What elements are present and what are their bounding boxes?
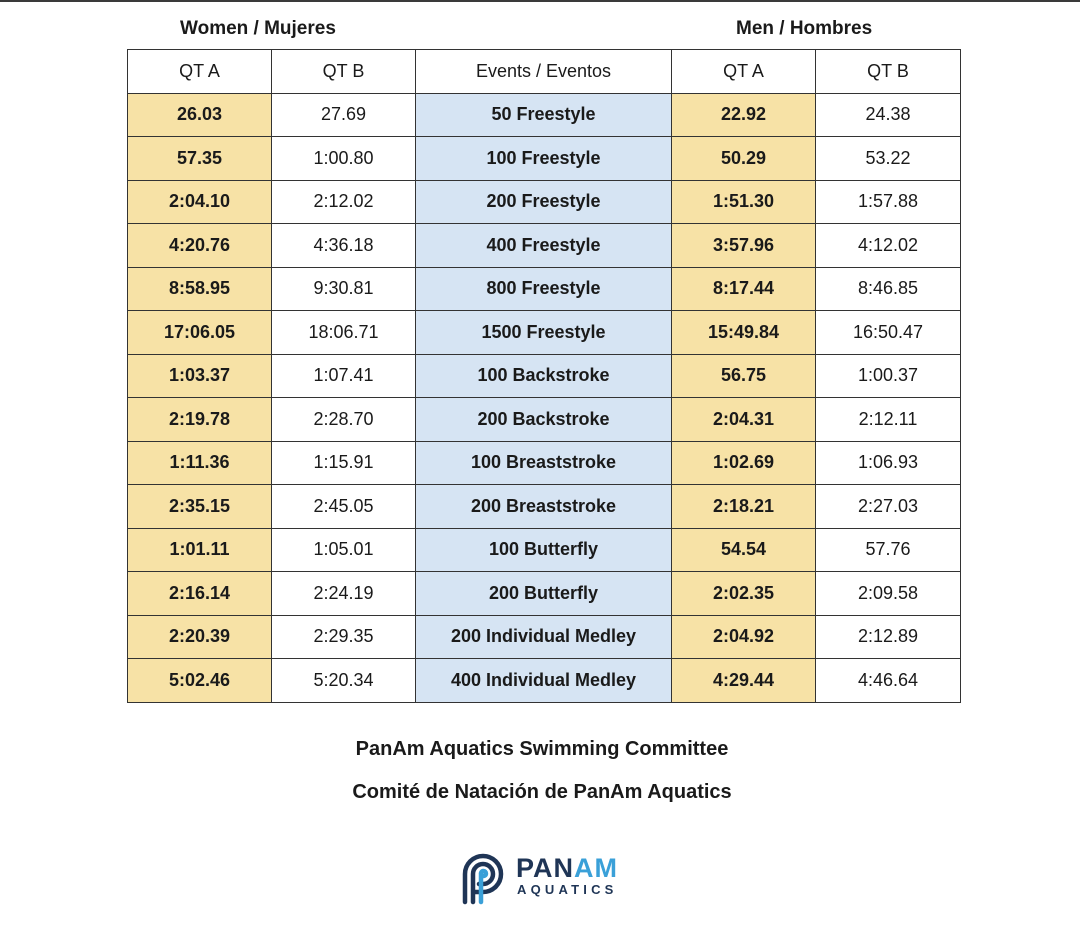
women-qt-a-cell: 1:11.36 xyxy=(128,441,272,485)
men-qt-b-cell: 57.76 xyxy=(816,528,961,572)
women-qt-a-cell: 4:20.76 xyxy=(128,224,272,268)
column-header-women-qt-a: QT A xyxy=(128,50,272,94)
women-qt-a-cell: 2:35.15 xyxy=(128,485,272,529)
event-name-cell: 200 Butterfly xyxy=(416,572,672,616)
women-qt-b-cell: 1:07.41 xyxy=(272,354,416,398)
committee-name-english: PanAm Aquatics Swimming Committee xyxy=(355,738,729,760)
event-name-cell: 100 Butterfly xyxy=(416,528,672,572)
women-qt-b-cell: 2:24.19 xyxy=(272,572,416,616)
men-qt-b-cell: 2:12.11 xyxy=(816,398,961,442)
men-qt-a-cell: 4:29.44 xyxy=(672,659,816,703)
logo-subtitle: AQUATICS xyxy=(517,882,618,897)
women-qt-b-cell: 5:20.34 xyxy=(272,659,416,703)
women-qt-a-cell: 26.03 xyxy=(128,93,272,137)
women-qt-b-cell: 9:30.81 xyxy=(272,267,416,311)
table-row xyxy=(128,659,961,703)
women-qt-b-cell: 2:45.05 xyxy=(272,485,416,529)
table-row xyxy=(128,224,961,268)
women-group-heading: Women / Mujeres xyxy=(180,18,336,39)
men-qt-a-cell: 8:17.44 xyxy=(672,267,816,311)
men-qt-b-cell: 2:27.03 xyxy=(816,485,961,529)
men-qt-b-cell: 24.38 xyxy=(816,93,961,137)
women-qt-a-cell: 2:20.39 xyxy=(128,615,272,659)
men-qt-b-cell: 2:09.58 xyxy=(816,572,961,616)
men-qt-b-cell: 1:06.93 xyxy=(816,441,961,485)
men-qt-a-cell: 2:04.31 xyxy=(672,398,816,442)
women-qt-b-cell: 2:28.70 xyxy=(272,398,416,442)
table-row xyxy=(128,180,961,224)
women-qt-a-cell: 1:01.11 xyxy=(128,528,272,572)
men-qt-a-cell: 2:18.21 xyxy=(672,485,816,529)
men-qt-b-cell: 2:12.89 xyxy=(816,615,961,659)
event-name-cell: 200 Individual Medley xyxy=(416,615,672,659)
table-row xyxy=(128,398,961,442)
table-row xyxy=(128,441,961,485)
event-name-cell: 1500 Freestyle xyxy=(416,311,672,355)
men-group-heading: Men / Hombres xyxy=(736,18,873,39)
event-name-cell: 400 Freestyle xyxy=(416,224,672,268)
table-row xyxy=(128,137,961,181)
column-header-men-qt-b: QT B xyxy=(816,50,961,94)
women-qt-a-cell: 17:06.05 xyxy=(128,311,272,355)
column-header-men-qt-a: QT A xyxy=(672,50,816,94)
women-qt-a-cell: 1:03.37 xyxy=(128,354,272,398)
men-qt-a-cell: 1:02.69 xyxy=(672,441,816,485)
women-qt-a-cell: 5:02.46 xyxy=(128,659,272,703)
women-qt-a-cell: 57.35 xyxy=(128,137,272,181)
women-qt-b-cell: 2:12.02 xyxy=(272,180,416,224)
qualifying-times-table xyxy=(127,49,961,703)
table-row xyxy=(128,485,961,529)
women-qt-b-cell: 4:36.18 xyxy=(272,224,416,268)
men-qt-a-cell: 2:04.92 xyxy=(672,615,816,659)
top-border-line xyxy=(0,0,1080,2)
column-header-events: Events / Eventos xyxy=(416,50,672,94)
event-name-cell: 50 Freestyle xyxy=(416,93,672,137)
men-qt-b-cell: 8:46.85 xyxy=(816,267,961,311)
women-qt-a-cell: 2:19.78 xyxy=(128,398,272,442)
men-qt-b-cell: 1:00.37 xyxy=(816,354,961,398)
men-qt-a-cell: 50.29 xyxy=(672,137,816,181)
men-qt-b-cell: 53.22 xyxy=(816,137,961,181)
table-row xyxy=(128,93,961,137)
men-qt-a-cell: 22.92 xyxy=(672,93,816,137)
men-qt-a-cell: 1:51.30 xyxy=(672,180,816,224)
table-row xyxy=(128,311,961,355)
event-name-cell: 100 Backstroke xyxy=(416,354,672,398)
table-row xyxy=(128,354,961,398)
table-row xyxy=(128,572,961,616)
table-row xyxy=(128,615,961,659)
women-qt-a-cell: 2:04.10 xyxy=(128,180,272,224)
logo-word-pan: PAN xyxy=(516,853,575,883)
event-name-cell: 200 Breaststroke xyxy=(416,485,672,529)
logo-word-am: AM xyxy=(574,853,619,883)
event-name-cell: 100 Freestyle xyxy=(416,137,672,181)
table-row xyxy=(128,267,961,311)
women-qt-b-cell: 1:00.80 xyxy=(272,137,416,181)
men-qt-a-cell: 2:02.35 xyxy=(672,572,816,616)
women-qt-b-cell: 18:06.71 xyxy=(272,311,416,355)
women-qt-a-cell: 2:16.14 xyxy=(128,572,272,616)
table-header-row xyxy=(128,50,961,94)
event-name-cell: 200 Freestyle xyxy=(416,180,672,224)
men-qt-b-cell: 16:50.47 xyxy=(816,311,961,355)
men-qt-a-cell: 3:57.96 xyxy=(672,224,816,268)
table-row xyxy=(128,528,961,572)
men-qt-b-cell: 1:57.88 xyxy=(816,180,961,224)
men-qt-b-cell: 4:12.02 xyxy=(816,224,961,268)
women-qt-b-cell: 2:29.35 xyxy=(272,615,416,659)
men-qt-a-cell: 54.54 xyxy=(672,528,816,572)
men-qt-a-cell: 15:49.84 xyxy=(672,311,816,355)
event-name-cell: 800 Freestyle xyxy=(416,267,672,311)
men-qt-a-cell: 56.75 xyxy=(672,354,816,398)
table-body xyxy=(128,93,961,702)
men-qt-b-cell: 4:46.64 xyxy=(816,659,961,703)
panam-aquatics-logo xyxy=(457,850,637,910)
panam-aquatics-logo-icon xyxy=(457,850,509,906)
committee-name-spanish: Comité de Natación de PanAm Aquatics xyxy=(352,781,732,803)
column-header-women-qt-b: QT B xyxy=(272,50,416,94)
women-qt-b-cell: 1:05.01 xyxy=(272,528,416,572)
event-name-cell: 100 Breaststroke xyxy=(416,441,672,485)
event-name-cell: 400 Individual Medley xyxy=(416,659,672,703)
women-qt-b-cell: 27.69 xyxy=(272,93,416,137)
logo-wordmark xyxy=(516,853,618,883)
event-name-cell: 200 Backstroke xyxy=(416,398,672,442)
women-qt-a-cell: 8:58.95 xyxy=(128,267,272,311)
women-qt-b-cell: 1:15.91 xyxy=(272,441,416,485)
